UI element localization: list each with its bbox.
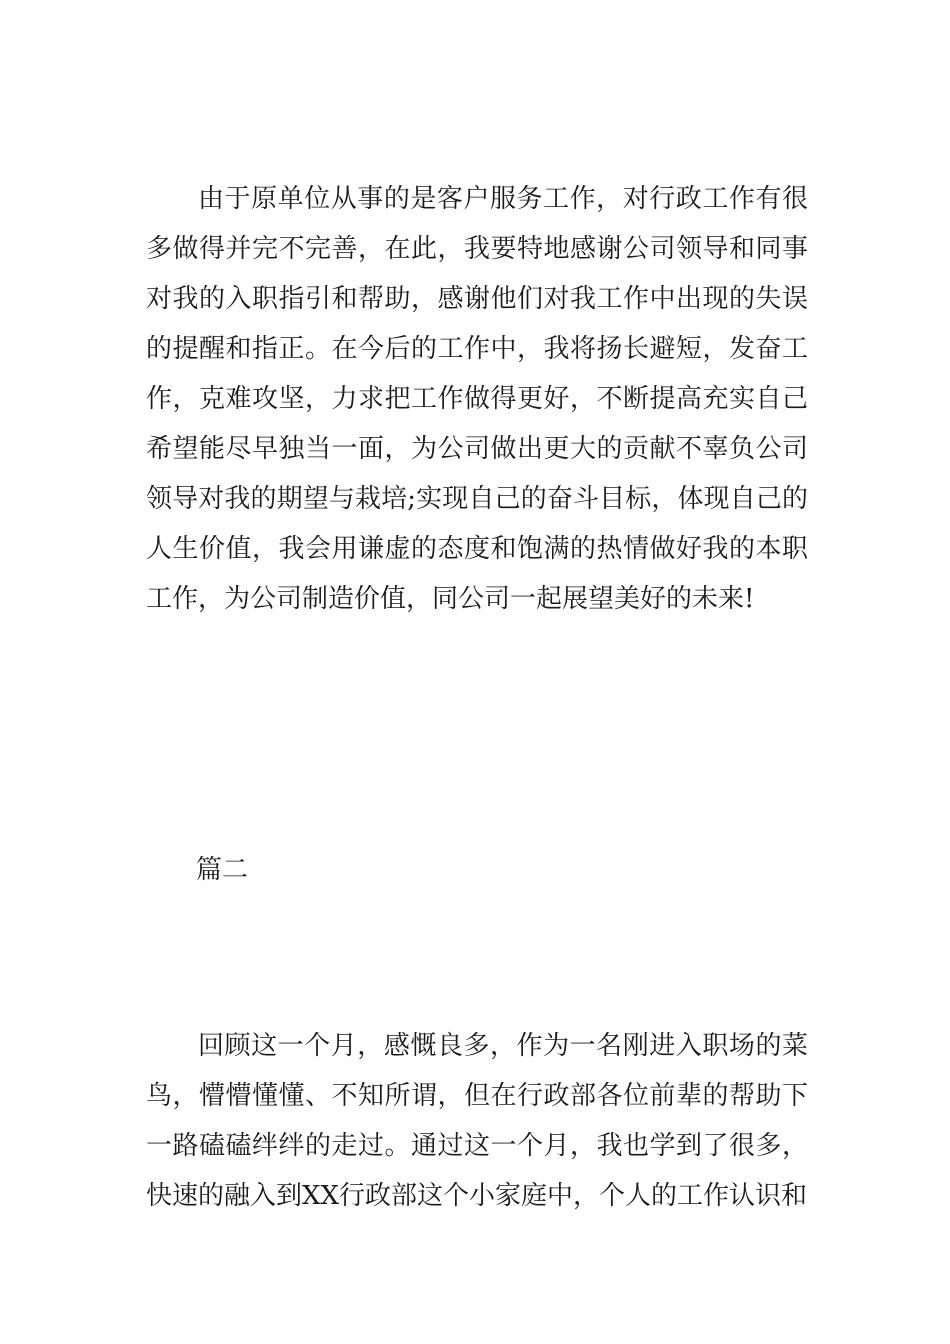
section-heading: 篇二 (196, 855, 249, 885)
body-paragraph-1: 由于原单位从事的是客户服务工作，对行政工作有很多做得并完不完善，在此，我要特地感谢公司领导和同事对我的入职指引和帮助，感谢他们对我工作中出现的失误的提醒和指正。在今后的工作中，我将扬长避短，发奋工作，克难攻坚，力求把工作做得更好，不断提高充实自己希望能尽早独当一面，为公司做出更大的贡献不辜负公司领导对我的期望与栽培;实现自己的奋斗目标，体现自己的人生价值，我会用谦虚的态度和饱满的热情做好我的本职工作，为公司制造价值，同公司一起展望美好的未来! (146, 184, 808, 614)
body-paragraph-2: 回顾这一个月，感慨良多，作为一名刚进入职场的菜鸟，懵懵懂懂、不知所谓，但在行政部各位前辈的帮助下一路磕磕绊绊的走过。通过这一个月，我也学到了很多，快速的融入到XX行政部这个小家庭中，个人的工作认识和 (146, 1031, 808, 1211)
